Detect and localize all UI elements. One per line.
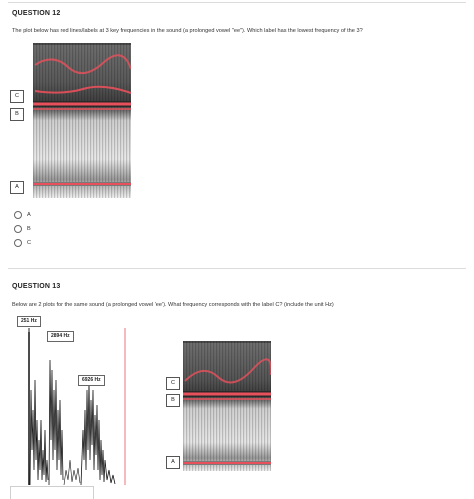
question-12-text: The plot below has red lines/labels at 3 key frequencies in the sound (a prolonged vowel "ee"). Which label has the lowest frequency of the 3? [12, 28, 363, 34]
option-c[interactable] [14, 238, 31, 248]
question-13-title: QUESTION 13 [12, 283, 61, 290]
question-12-title: QUESTION 12 [12, 10, 61, 17]
spectrogram-2 [183, 341, 271, 471]
plot-label-c: C [10, 90, 24, 103]
spectrogram-2-graphic [183, 341, 271, 471]
radio-button[interactable] [14, 225, 22, 233]
radio-button[interactable] [14, 239, 22, 247]
plot-label-a: A [10, 181, 24, 194]
plot-label-b: B [10, 108, 24, 121]
option-a[interactable] [14, 210, 31, 220]
option-b[interactable] [14, 224, 31, 234]
option-label: A [27, 212, 31, 218]
option-label: B [27, 226, 31, 232]
spectrum-label-6926: 6926 Hz [78, 375, 105, 386]
spectrum-label-2894: 2894 Hz [47, 331, 74, 342]
spectrum-plot [15, 320, 130, 485]
spectrum-graphic [15, 320, 130, 485]
answer-input[interactable] [10, 486, 94, 499]
plot2-label-a: A [166, 456, 180, 469]
spectrogram-1-graphic [33, 43, 131, 198]
radio-button[interactable] [14, 211, 22, 219]
option-label: C [27, 240, 32, 246]
spectrum-label-251: 251 Hz [17, 316, 41, 327]
spectrogram-1 [33, 43, 131, 198]
question-13-text: Below are 2 plots for the same sound (a prolonged vowel 'ee'). What frequency corresponds with the label C? (include the unit Hz) [12, 302, 334, 308]
plot2-label-c: C [166, 377, 180, 390]
plot2-label-b: B [166, 394, 180, 407]
